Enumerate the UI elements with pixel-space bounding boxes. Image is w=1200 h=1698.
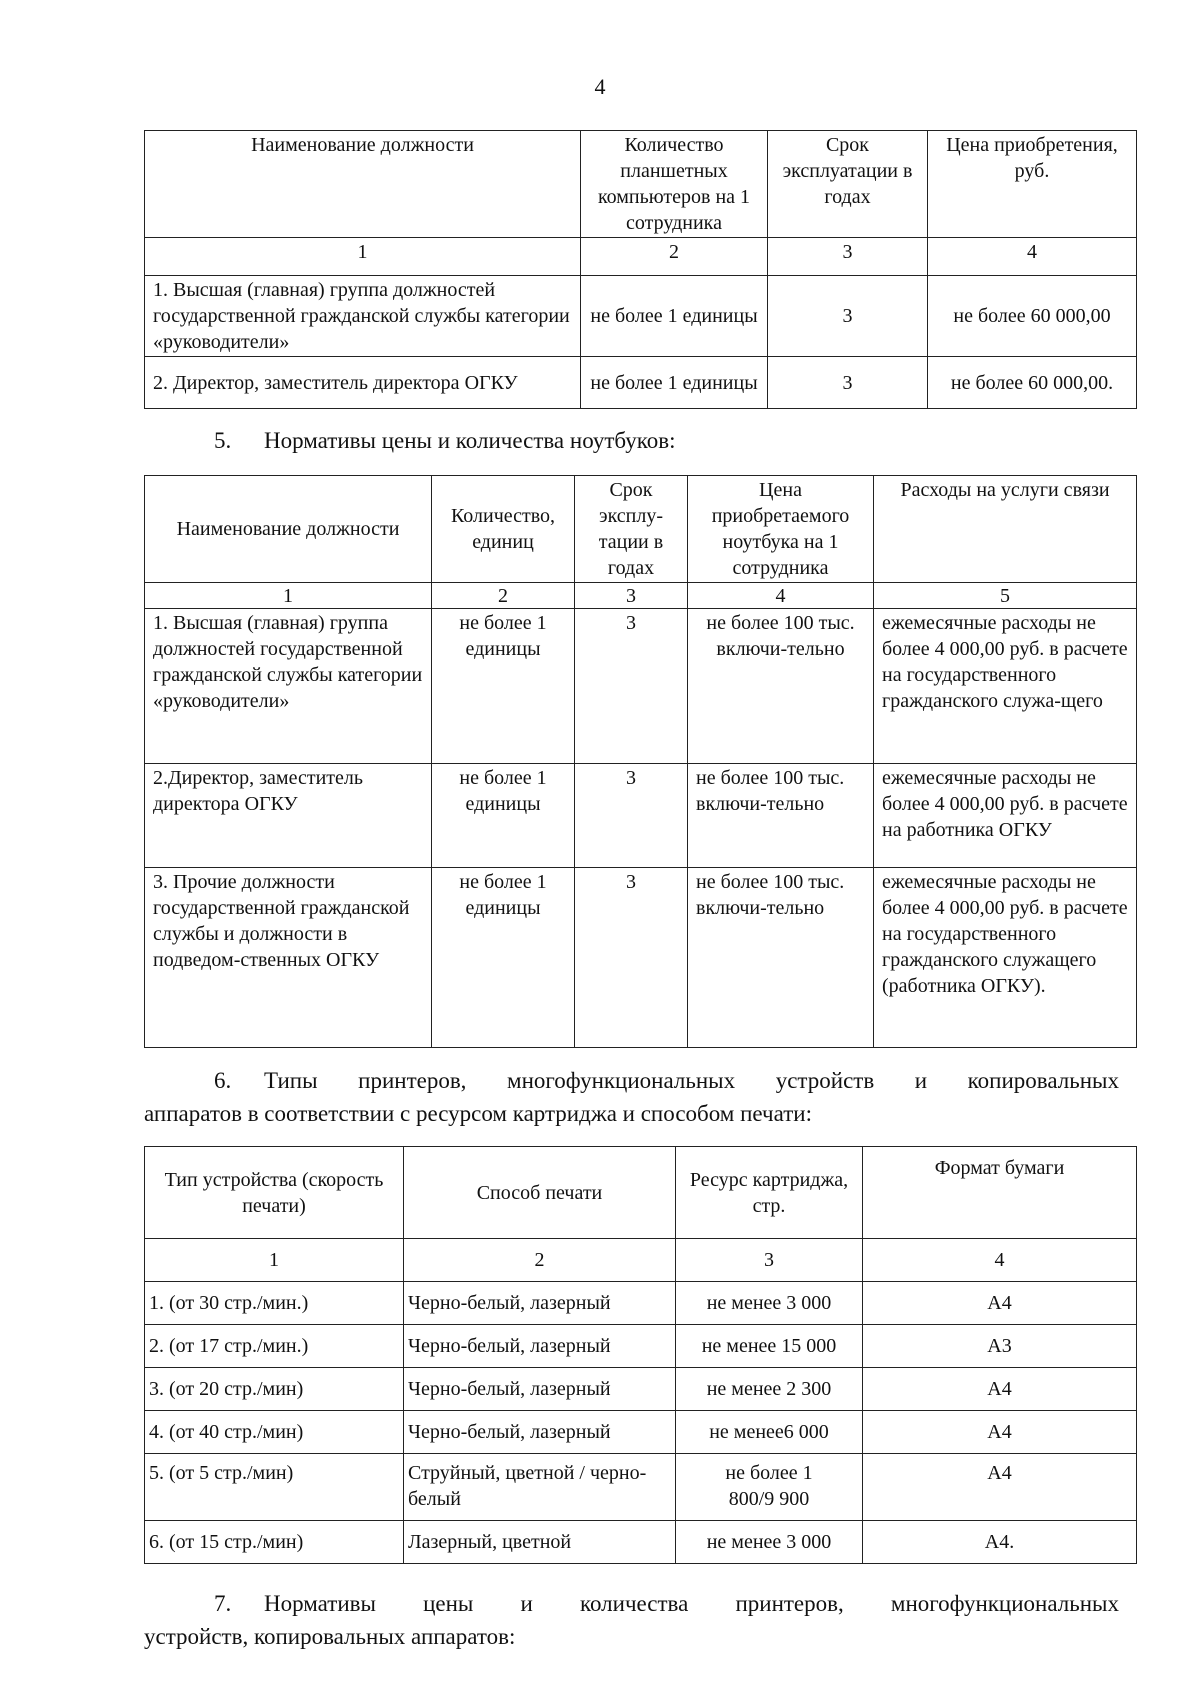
table-row xyxy=(145,357,1137,409)
section-7-heading xyxy=(144,1587,1119,1653)
column-number: 4 xyxy=(863,1239,1137,1282)
column-number-row xyxy=(145,1239,1137,1282)
cell-device-type: 2. (от 17 стр./мин.) xyxy=(145,1325,404,1368)
column-number: 3 xyxy=(768,238,928,276)
header-cell: Ресурс картриджа, стр. xyxy=(676,1147,863,1239)
cell-price: не более 60 000,00. xyxy=(928,357,1137,409)
cell-position: 2. Директор, заместитель директора ОГКУ xyxy=(145,357,581,409)
cell-print-method: Черно-белый, лазерный xyxy=(404,1325,676,1368)
cell-quantity: не более 1 единицы xyxy=(432,868,575,1048)
table-row xyxy=(145,764,1137,868)
cell-cartridge: не менее 3 000 xyxy=(676,1282,863,1325)
cell-price: не более 100 тыс. включи-тельно xyxy=(688,764,874,868)
cell-position: 1. Высшая (главная) группа должностей государственной гражданской службы категории «руководители» xyxy=(145,276,581,357)
column-number: 4 xyxy=(688,583,874,609)
cell-quantity: не более 1 единицы xyxy=(432,764,575,868)
section-title: Нормативы цены и количества ноутбуков: xyxy=(264,428,676,453)
cell-communication: ежемесячные расходы не более 4 000,00 руб. в расчете на государственного гражданского служащего (работника ОГКУ). xyxy=(874,868,1137,1048)
cell-price: не более 60 000,00 xyxy=(928,276,1137,357)
cell-quantity: не более 1 единицы xyxy=(432,609,575,764)
cell-print-method: Струйный, цветной / черно-белый xyxy=(404,1454,676,1521)
cell-quantity: не более 1 единицы xyxy=(581,276,768,357)
cell-term: 3 xyxy=(575,609,688,764)
column-number-row xyxy=(145,583,1137,609)
header-cell: Срок эксплуатации в годах xyxy=(768,131,928,238)
column-number: 2 xyxy=(581,238,768,276)
cell-paper-format: А3 xyxy=(863,1325,1137,1368)
column-number: 1 xyxy=(145,1239,404,1282)
section-6-heading xyxy=(144,1064,1119,1130)
table-row xyxy=(145,276,1137,357)
cell-paper-format: А4 xyxy=(863,1368,1137,1411)
header-cell: Срок эксплу-тации в годах xyxy=(575,476,688,583)
header-cell: Цена приобретаемого ноутбука на 1 сотрудника xyxy=(688,476,874,583)
cell-print-method: Черно-белый, лазерный xyxy=(404,1282,676,1325)
cell-position: 3. Прочие должности государственной гражданской службы и должности в подведом-ственных ОГКУ xyxy=(145,868,432,1048)
cell-term: 3 xyxy=(768,357,928,409)
cell-device-type: 4. (от 40 стр./мин) xyxy=(145,1411,404,1454)
section-5-heading xyxy=(144,424,1119,457)
cell-position: 2.Директор, заместитель директора ОГКУ xyxy=(145,764,432,868)
section-number: 6. xyxy=(214,1068,232,1093)
cell-device-type: 5. (от 5 стр./мин) xyxy=(145,1454,404,1521)
cell-print-method: Лазерный, цветной xyxy=(404,1521,676,1564)
cell-cartridge: не менее6 000 xyxy=(676,1411,863,1454)
column-number: 5 xyxy=(874,583,1137,609)
cell-paper-format: А4 xyxy=(863,1411,1137,1454)
cell-cartridge: не менее 3 000 xyxy=(676,1521,863,1564)
section-title-line-2: устройств, копировальных аппаратов: xyxy=(144,1624,516,1649)
cell-term: 3 xyxy=(575,764,688,868)
cell-device-type: 1. (от 30 стр./мин.) xyxy=(145,1282,404,1325)
table-header-row xyxy=(145,476,1137,583)
table-row xyxy=(145,1521,1137,1564)
section-number: 5. xyxy=(214,428,232,453)
cell-price: не более 100 тыс. включи-тельно xyxy=(688,868,874,1048)
header-cell: Способ печати xyxy=(404,1147,676,1239)
header-cell: Формат бумаги xyxy=(863,1147,1137,1239)
column-number: 3 xyxy=(676,1239,863,1282)
cell-communication: ежемесячные расходы не более 4 000,00 руб. в расчете на государственного гражданского служа-щего xyxy=(874,609,1137,764)
header-cell: Количество, единиц xyxy=(432,476,575,583)
laptops-table xyxy=(144,475,1137,1048)
table-row xyxy=(145,1325,1137,1368)
table-row xyxy=(145,868,1137,1048)
cell-cartridge: не менее 2 300 xyxy=(676,1368,863,1411)
cell-term: 3 xyxy=(575,868,688,1048)
column-number: 3 xyxy=(575,583,688,609)
column-number-row xyxy=(145,238,1137,276)
header-cell: Количество планшетных компьютеров на 1 сотрудника xyxy=(581,131,768,238)
cell-communication: ежемесячные расходы не более 4 000,00 руб. в расчете на работника ОГКУ xyxy=(874,764,1137,868)
column-number: 1 xyxy=(145,238,581,276)
section-title-line-2: аппаратов в соответствии с ресурсом картриджа и способом печати: xyxy=(144,1101,812,1126)
cell-quantity: не более 1 единицы xyxy=(581,357,768,409)
table-row xyxy=(145,1411,1137,1454)
cell-paper-format: А4 xyxy=(863,1454,1137,1521)
cell-device-type: 6. (от 15 стр./мин) xyxy=(145,1521,404,1564)
cell-cartridge: не более 1 800/9 900 xyxy=(676,1454,863,1521)
table-row xyxy=(145,1368,1137,1411)
cell-term: 3 xyxy=(768,276,928,357)
header-cell: Расходы на услуги связи xyxy=(874,476,1137,583)
column-number: 2 xyxy=(404,1239,676,1282)
cell-paper-format: А4. xyxy=(863,1521,1137,1564)
cell-price: не более 100 тыс. включи-тельно xyxy=(688,609,874,764)
cell-paper-format: А4 xyxy=(863,1282,1137,1325)
table-row xyxy=(145,1282,1137,1325)
table-header-row xyxy=(145,131,1137,238)
cell-print-method: Черно-белый, лазерный xyxy=(404,1411,676,1454)
section-number: 7. xyxy=(214,1591,232,1616)
section-title-line-1: Нормативы цены и количества принтеров, многофункциональных xyxy=(264,1591,1119,1616)
column-number: 4 xyxy=(928,238,1137,276)
cell-position: 1. Высшая (главная) группа должностей государственной гражданской службы категории «руководители» xyxy=(145,609,432,764)
column-number: 2 xyxy=(432,583,575,609)
page-number: 4 xyxy=(594,74,606,99)
cell-device-type: 3. (от 20 стр./мин) xyxy=(145,1368,404,1411)
column-number: 1 xyxy=(145,583,432,609)
table-row xyxy=(145,609,1137,764)
tablets-table xyxy=(144,130,1137,409)
header-cell: Цена приобретения, руб. xyxy=(928,131,1137,238)
cell-cartridge: не менее 15 000 xyxy=(676,1325,863,1368)
printers-table xyxy=(144,1146,1137,1564)
table-row xyxy=(145,1454,1137,1521)
cell-print-method: Черно-белый, лазерный xyxy=(404,1368,676,1411)
table-header-row xyxy=(145,1147,1137,1239)
header-cell: Тип устройства (скорость печати) xyxy=(145,1147,404,1239)
header-cell: Наименование должности xyxy=(145,131,581,238)
section-title-line-1: Типы принтеров, многофункциональных устройств и копировальных xyxy=(264,1068,1119,1093)
header-cell: Наименование должности xyxy=(145,476,432,583)
